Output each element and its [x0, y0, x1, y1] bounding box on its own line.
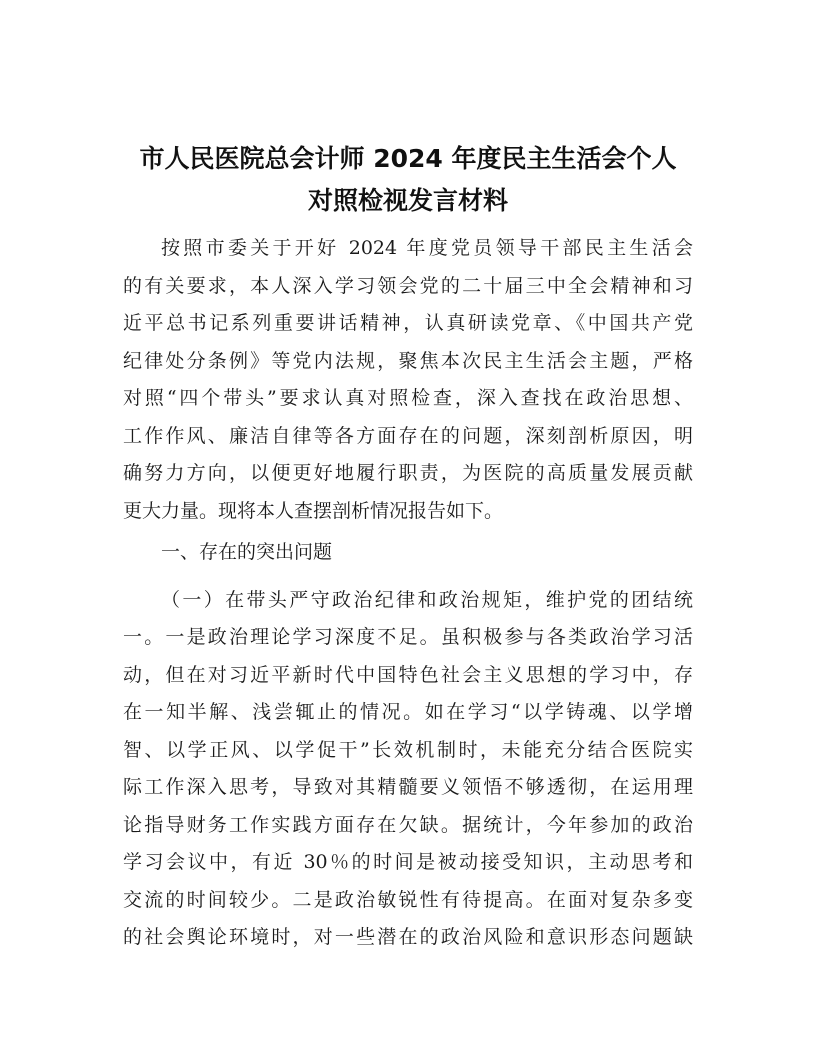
- subsection-paragraph-line: 的社会舆论环境时，对一些潜在的政治风险和意识形态问题缺: [123, 926, 693, 948]
- subsection-paragraph-line: 论指导财务工作实践方面存在欠缺。据统计，今年参加的政治: [123, 814, 693, 836]
- subsection-paragraph-line: 智、以学正风、以学促干”长效机制时，未能充分结合医院实: [123, 739, 693, 761]
- document-title-line-2: 对照检视发言材料: [307, 186, 508, 215]
- document-title-line-1: 市人民医院总会计师 2024 年度民主生活会个人: [139, 144, 677, 173]
- intro-paragraph-line: 按照市委关于开好 2024 年度党员领导干部民主生活会: [161, 237, 693, 259]
- subsection-paragraph-line: 学习会议中，有近 30％的时间是被动接受知识，主动思考和: [123, 851, 693, 873]
- subsection-paragraph-line: 一。一是政治理论学习深度不足。虽积极参与各类政治学习活: [123, 626, 693, 648]
- subsection-paragraph-line: 动，但在对习近平新时代中国特色社会主义思想的学习中，存: [123, 664, 693, 686]
- intro-paragraph-line: 近平总书记系列重要讲话精神，认真研读党章、《中国共产党: [123, 312, 693, 334]
- subsection-paragraph-line: （一）在带头严守政治纪律和政治规矩，维护党的团结统: [161, 589, 693, 611]
- intro-paragraph-line: 对照“四个带头”要求认真对照检查，深入查找在政治思想、: [123, 387, 693, 409]
- intro-paragraph-line: 工作作风、廉洁自律等各方面存在的问题，深刻剖析原因，明: [123, 425, 693, 447]
- intro-paragraph-line: 更大力量。现将本人查摆剖析情况报告如下。: [123, 500, 504, 522]
- intro-paragraph-line: 的有关要求，本人深入学习领会党的二十届三中全会精神和习: [123, 275, 693, 297]
- intro-paragraph-line: 确努力方向，以便更好地履行职责，为医院的高质量发展贡献: [123, 462, 693, 484]
- section-heading: 一、存在的突出问题: [161, 541, 333, 563]
- subsection-paragraph-line: 在一知半解、浅尝辄止的情况。如在学习“以学铸魂、以学增: [123, 701, 693, 723]
- subsection-paragraph-line: 际工作深入思考，导致对其精髓要义领悟不够透彻，在运用理: [123, 776, 693, 798]
- subsection-paragraph-line: 交流的时间较少。二是政治敏锐性有待提高。在面对复杂多变: [123, 889, 693, 911]
- intro-paragraph-line: 纪律处分条例》等党内法规，聚焦本次民主生活会主题，严格: [123, 350, 693, 372]
